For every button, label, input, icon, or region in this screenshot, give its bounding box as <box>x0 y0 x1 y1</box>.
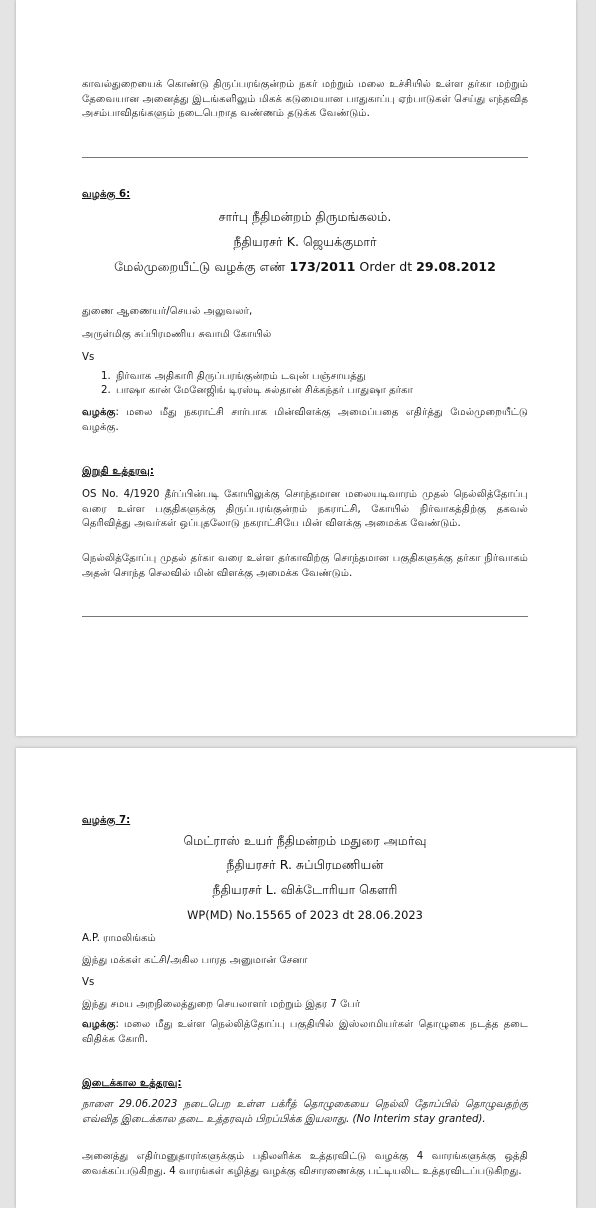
final-order-paragraph-2: நெல்லித்தோப்பு முதல் தர்கா வரை உள்ள தர்காவிற்கு சொந்தமான பகுதிகளுக்கு தர்கா நிர்வாகம் அதன் சொந்த செலவில் மின் விளக்கு அமைக்க வேண்டும். <box>82 553 528 579</box>
case7-petitioner-org: இந்து மக்கள் கட்சி/அகில பாரத அனுமான் சேனா <box>82 955 308 966</box>
divider <box>82 616 528 617</box>
respondent-item: 2. பாஷா கான் மேனேஜிங் டிரஸ்டி சுல்தான் சிக்கந்தர் பாதுஷா தர்கா <box>114 384 560 398</box>
case7-petitioner: A.P. ராமலிங்கம் <box>82 933 156 944</box>
case6-judge: நீதியரசர் K. ஜெயக்குமார் <box>233 234 377 249</box>
document-page-1 <box>16 0 576 736</box>
appeal-mid: Order dt <box>355 259 417 274</box>
document-page-2 <box>16 748 576 1208</box>
interim-order-paragraph-2: அனைத்து எதிர்மனுதாரர்களுக்கும் பதிலளிக்க உத்தரவிட்டு வழக்கு 4 வாரங்களுக்கு ஒத்தி வைக்கப்படுகிறது. 4 வாரங்கள் கழித்து வழக்கு விசாரணைக்கு பட்டியலிட உத்தரவிடப்படுகிறது. <box>82 1151 528 1177</box>
interim-order-paragraph-1: நாளை 29.06.2023 நடைபெற உள்ள பக்ரீத் தொழுகையை நெல்லி தோப்பில் தொழுவதற்கு எவ்வித இடைக்கால தடை உத்தரவும் பிறப்பிக்க இயலாது. (No Interim stay granted). <box>82 1099 528 1125</box>
case7-judge2: நீதியரசர் L. விக்டோரியா கௌரி <box>212 882 398 897</box>
case7-label: வழக்கு 7: <box>82 815 131 826</box>
case6-appeal-line <box>82 259 528 275</box>
case6-case-label: வழக்கு <box>82 407 116 418</box>
final-order-label: இறுதி உத்தரவு: <box>82 466 154 477</box>
appeal-prefix: மேல்முறையீட்டு வழக்கு எண் <box>114 259 290 274</box>
divider <box>82 157 528 158</box>
case7-case-label: வழக்கு <box>82 1019 116 1030</box>
case6-party-line1: துணை ஆணையர்/செயல் அலுவலர், <box>82 306 253 317</box>
case7-vs: Vs <box>82 977 95 988</box>
interim-order-label: இடைக்கால உத்தரவு: <box>82 1078 182 1089</box>
case7-wp-number: WP(MD) No.15565 of 2023 dt 28.06.2023 <box>187 908 423 922</box>
case6-respondent-list <box>82 370 560 398</box>
case7-court: மெட்ராஸ் உயர் நீதிமன்றம் மதுரை அமர்வு <box>183 833 427 848</box>
case7-respondent: இந்து சமய அறநிலைத்துறை செயலாளர் மற்றும் இதர 7 பேர் <box>82 999 361 1010</box>
case6-court: சார்பு நீதிமன்றம் திருமங்கலம். <box>218 209 392 224</box>
case6-vs: Vs <box>82 352 95 363</box>
appeal-number: 173/2011 <box>289 259 356 274</box>
case7-judge1: நீதியரசர் R. சுப்பிரமணியன் <box>226 857 384 872</box>
case6-case-text: : மலை மீது நகராட்சி சார்பாக மின்விளக்கு அமைப்பதை எதிர்த்து மேல்முறையீட்டு வழக்கு. <box>82 407 528 433</box>
respondent-item: 1. நிர்வாக அதிகாரி திருப்பரங்குன்றம் டவுன் பஞ்சாயத்து <box>114 370 560 384</box>
appeal-date: 29.08.2012 <box>416 259 496 274</box>
case6-label: வழக்கு 6: <box>82 189 131 200</box>
case6-party-line2: அருள்மிகு சுப்பிரமணிய சுவாமி கோயில் <box>82 329 272 340</box>
case6-case-description <box>82 406 528 435</box>
intro-paragraph: காவல்துறையைக் கொண்டு திருப்பரங்குன்றம் நகர் மற்றும் மலை உச்சியில் உள்ள தர்கா மற்றும் தேவையான அனைத்து இடங்களிலும் மிகக் கடுமையான பாதுகாப்பு ஏற்பாடுகள் செய்து எந்தவித அசம்பாவிதங்களும் நடைபெறாத வண்ணம் தடுக்க வேண்டும். <box>82 79 528 120</box>
final-order-paragraph-1: OS No. 4/1920 தீர்ப்பின்படி கோயிலுக்கு சொந்தமான மலையடிவாரம் முதல் நெல்லித்தோப்பு வரை உள்ள பகுதிகளுக்கு திருப்பரங்குன்றம் நகராட்சி, கோயில் நிர்வாகத்திற்கு தகவல் தெரிவித்து அவர்கள் ஒப்புதலோடு நகராட்சியே மின் விளக்கு அமைக்க வேண்டும். <box>82 489 528 530</box>
case7-case-text: : மலை மீது உள்ள நெல்லித்தோப்பு பகுதியில் இஸ்லாமியர்கள் தொழுகை நடத்த தடை விதிக்க கோரி. <box>82 1019 528 1045</box>
case7-case-description <box>82 1018 528 1047</box>
